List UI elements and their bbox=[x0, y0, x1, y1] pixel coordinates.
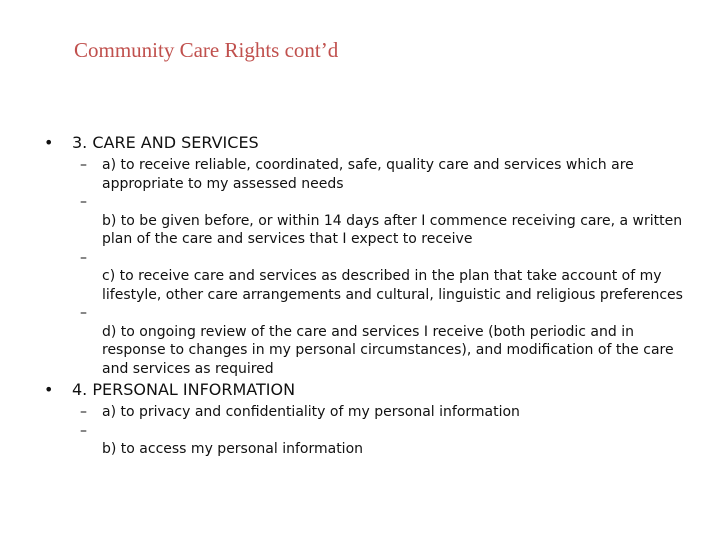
dash-icon: – bbox=[80, 157, 87, 173]
slide-content bbox=[0, 131, 728, 459]
dash-icon: – bbox=[80, 305, 87, 321]
sub-list bbox=[0, 403, 728, 459]
section-personal-information bbox=[0, 378, 728, 459]
dash-icon: – bbox=[80, 249, 87, 266]
list-item-text: c) to receive care and services as described in the plan that take account of my lifestyle, other care arrangements and cultural, linguistic and religious preferences bbox=[102, 268, 683, 303]
section-heading: 3. CARE AND SERVICES bbox=[72, 133, 259, 152]
list-item bbox=[0, 422, 728, 459]
section-heading: 4. PERSONAL INFORMATION bbox=[72, 380, 296, 399]
bullet-icon: • bbox=[44, 380, 54, 399]
sub-list bbox=[0, 156, 728, 378]
list-item-text: b) to be given before, or within 14 days after I commence receiving care, a written plan of the care and services that I expect to receive bbox=[102, 212, 683, 247]
list-item-text: d) to ongoing review of the care and services I receive (both periodic and in response to changes in my personal circumstances), and modification of the care and services as required bbox=[102, 323, 674, 377]
slide-title: Community Care Rights cont’d bbox=[74, 38, 339, 62]
list-item bbox=[0, 156, 728, 193]
section-care-and-services bbox=[0, 131, 728, 378]
section-header bbox=[0, 378, 728, 403]
list-item-text: b) to access my personal information bbox=[102, 441, 364, 457]
list-item-text: a) to receive reliable, coordinated, safe, quality care and services which are appropriate to my assessed needs bbox=[102, 157, 634, 192]
list-item bbox=[0, 403, 728, 422]
list-item bbox=[0, 193, 728, 249]
dash-icon: – bbox=[80, 404, 87, 420]
bullet-icon: • bbox=[44, 133, 54, 152]
section-header bbox=[0, 131, 728, 156]
list-item bbox=[0, 249, 728, 305]
dash-icon: – bbox=[80, 422, 87, 439]
list-item bbox=[0, 304, 728, 378]
dash-icon: – bbox=[80, 194, 87, 210]
list-item-text: a) to privacy and confidentiality of my personal information bbox=[102, 404, 520, 420]
